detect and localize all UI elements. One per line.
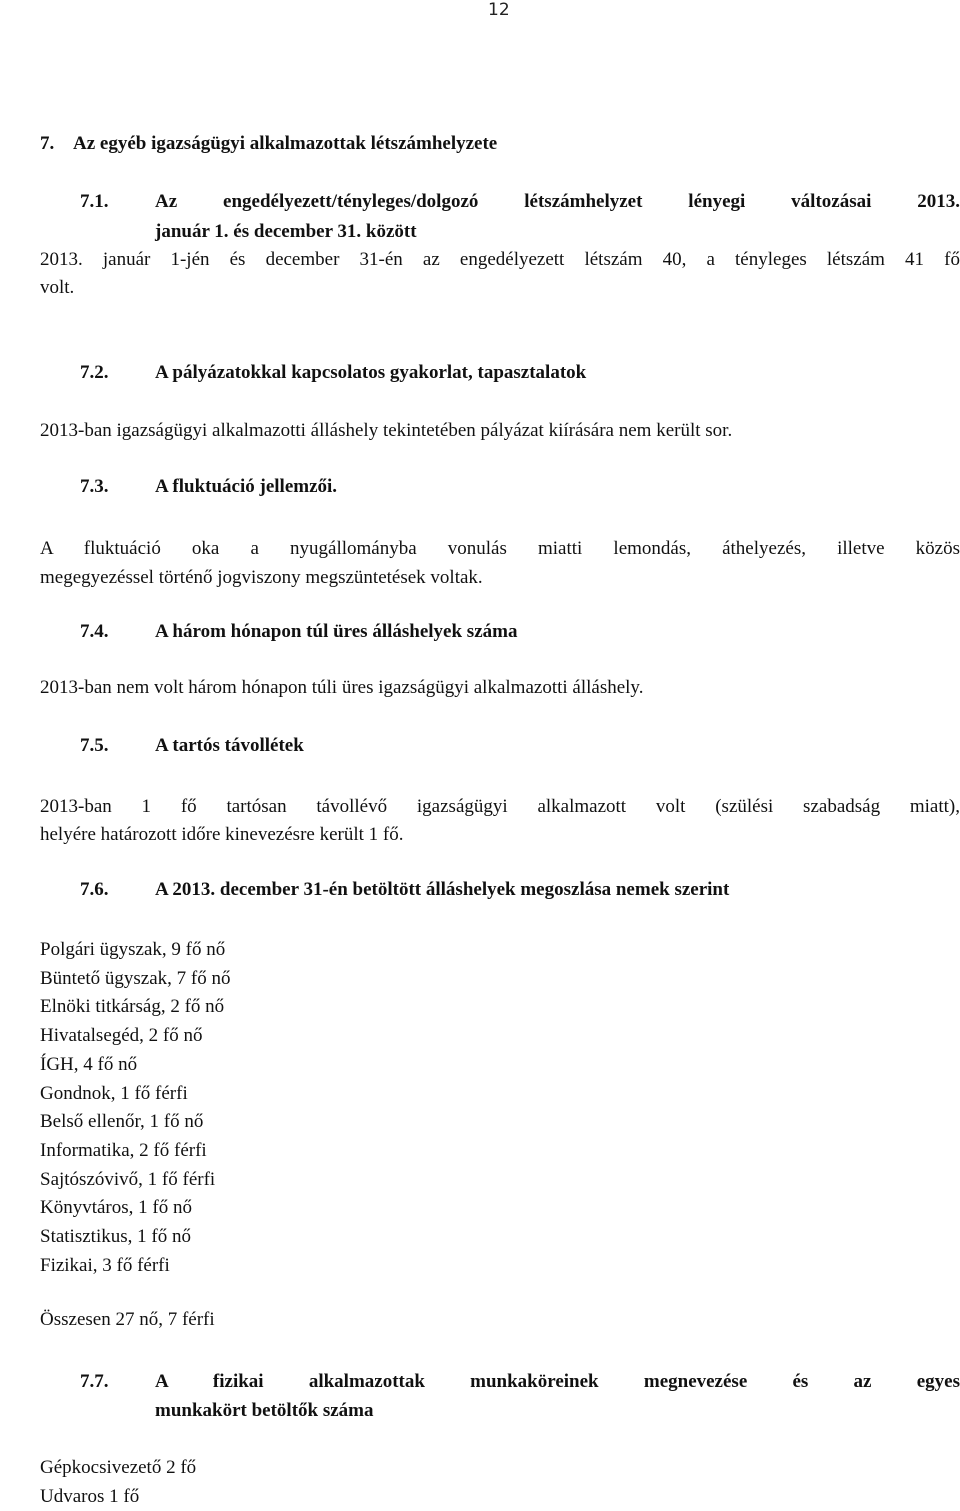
list-item: Sajtószóvivő, 1 fő férfi (40, 1168, 216, 1190)
subsection-number: 7.2. (80, 362, 109, 383)
subsection-7-2-heading (80, 362, 960, 384)
subsection-title-line2: január 1. és december 31. között (155, 221, 417, 242)
subsection-title-line1: Az engedélyezett/tényleges/dolgozó létszámhelyzet lényegi változásai 2013. (155, 191, 960, 212)
subsection-title-line1: A fizikai alkalmazottak munkaköreinek megnevezése és az egyes (155, 1371, 960, 1392)
paragraph-7-4: 2013-ban nem volt három hónapon túli üres igazságügyi alkalmazotti álláshely. (40, 677, 644, 698)
subsection-7-6-heading (80, 879, 960, 901)
subsection-number: 7.3. (80, 476, 109, 497)
list-item: Informatika, 2 fő férfi (40, 1139, 207, 1161)
list-item: Hivatalsegéd, 2 fő nő (40, 1025, 203, 1047)
subsection-7-7-heading (80, 1367, 960, 1421)
paragraph-line: 2013. január 1-jén és december 31-én az engedélyezett létszám 40, a tényleges létszám 41 fő (40, 249, 960, 270)
staff-summary: Összesen 27 nő, 7 férfi (40, 1309, 215, 1330)
staff-list (40, 936, 960, 1280)
subsection-number: 7.6. (80, 879, 109, 900)
subsection-title: A tartós távollétek (155, 735, 304, 756)
subsection-number: 7.4. (80, 621, 109, 642)
paragraph-7-5 (40, 793, 960, 849)
physical-staff-list (40, 1453, 960, 1511)
list-item: Polgári ügyszak, 9 fő nő (40, 939, 226, 960)
subsection-7-3-heading (80, 476, 960, 498)
list-item: Fizikai, 3 fő férfi (40, 1254, 170, 1276)
subsection-7-5-heading (80, 735, 960, 757)
section-number: 7. (40, 133, 55, 154)
subsection-title: A fluktuáció jellemzői. (155, 476, 338, 497)
subsection-number: 7.5. (80, 735, 109, 756)
paragraph-7-2: 2013-ban igazságügyi alkalmazotti álláshely tekintetében pályázat kiírására nem került sor. (40, 420, 733, 441)
list-item: Belső ellenőr, 1 fő nő (40, 1111, 204, 1133)
paragraph-line: A fluktuáció oka a nyugállományba vonulás miatti lemondás, áthelyezés, illetve közös (40, 538, 960, 559)
subsection-7-4-heading (80, 621, 960, 643)
section-7-heading (40, 133, 960, 155)
subsection-title: A három hónapon túl üres álláshelyek száma (155, 621, 518, 642)
paragraph-line: megegyezéssel történő jogviszony megszüntetések voltak. (40, 567, 483, 588)
subsection-title: A 2013. december 31-én betöltött álláshelyek megoszlása nemek szerint (155, 879, 730, 900)
subsection-number: 7.1. (80, 191, 109, 212)
list-item: Elnöki titkárság, 2 fő nő (40, 996, 225, 1018)
paragraph-line: volt. (40, 277, 75, 298)
paragraph-7-1 (40, 246, 960, 302)
list-item: ÍGH, 4 fő nő (40, 1053, 138, 1075)
page-number: 12 (488, 0, 510, 20)
paragraph-line: helyére határozott időre kinevezésre került 1 fő. (40, 824, 404, 845)
paragraph-7-3 (40, 534, 960, 592)
subsection-7-1-heading (80, 187, 960, 242)
subsection-number: 7.7. (80, 1371, 109, 1392)
list-item: Büntető ügyszak, 7 fő nő (40, 967, 231, 989)
paragraph-line: 2013-ban 1 fő tartósan távollévő igazságügyi alkalmazott volt (szülési szabadság miatt), (40, 796, 960, 817)
list-item: Könyvtáros, 1 fő nő (40, 1197, 192, 1219)
list-item: Udvaros 1 fő (40, 1486, 140, 1507)
list-item: Statisztikus, 1 fő nő (40, 1226, 191, 1248)
section-title: Az egyéb igazságügyi alkalmazottak létszámhelyzete (73, 133, 498, 154)
subsection-title: A pályázatokkal kapcsolatos gyakorlat, tapasztalatok (155, 362, 587, 383)
subsection-title-line2: munkakört betöltők száma (155, 1400, 374, 1421)
list-item: Gondnok, 1 fő férfi (40, 1082, 188, 1104)
list-item: Gépkocsivezető 2 fő (40, 1457, 197, 1478)
